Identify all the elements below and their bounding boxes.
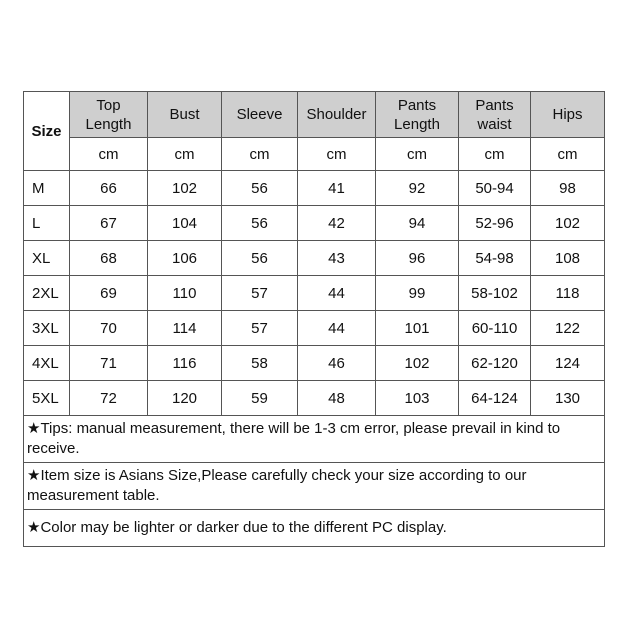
unit-cell: cm — [70, 138, 148, 171]
header-line: Top — [96, 96, 121, 114]
value-cell: 118 — [531, 276, 605, 311]
table-row — [24, 276, 605, 311]
value-cell: 99 — [376, 276, 459, 311]
value-cell: 102 — [376, 346, 459, 381]
value-cell: 92 — [376, 171, 459, 206]
value-cell: 69 — [70, 276, 148, 311]
column-header-shoulder — [298, 92, 376, 138]
value-cell: 67 — [70, 206, 148, 241]
size-cell: XL — [24, 241, 70, 276]
value-cell: 96 — [376, 241, 459, 276]
header-line: Length — [85, 115, 132, 133]
value-cell: 98 — [531, 171, 605, 206]
size-cell: L — [24, 206, 70, 241]
value-cell: 104 — [148, 206, 222, 241]
value-cell: 56 — [222, 206, 298, 241]
size-column-header: Size — [24, 92, 70, 171]
value-cell: 122 — [531, 311, 605, 346]
note-row-asian-size — [24, 463, 605, 510]
value-cell: 103 — [376, 381, 459, 416]
size-cell: 3XL — [24, 311, 70, 346]
column-header-hips — [531, 92, 605, 138]
header-line: Hips — [552, 106, 583, 123]
note-text: ★Item size is Asians Size,Please carefully check your size according to our measurement table. — [24, 463, 605, 510]
value-cell: 46 — [298, 346, 376, 381]
table-row — [24, 311, 605, 346]
column-header-top-length — [70, 92, 148, 138]
value-cell: 114 — [148, 311, 222, 346]
value-cell: 52-96 — [459, 206, 531, 241]
table-row — [24, 206, 605, 241]
value-cell: 48 — [298, 381, 376, 416]
note-row-tips — [24, 416, 605, 463]
value-cell: 58-102 — [459, 276, 531, 311]
size-cell: 2XL — [24, 276, 70, 311]
value-cell: 43 — [298, 241, 376, 276]
table-row — [24, 171, 605, 206]
value-cell: 70 — [70, 311, 148, 346]
unit-cell: cm — [531, 138, 605, 171]
value-cell: 71 — [70, 346, 148, 381]
value-cell: 64-124 — [459, 381, 531, 416]
value-cell: 42 — [298, 206, 376, 241]
unit-cell: cm — [376, 138, 459, 171]
value-cell: 58 — [222, 346, 298, 381]
value-cell: 44 — [298, 311, 376, 346]
table-row — [24, 346, 605, 381]
unit-cell: cm — [298, 138, 376, 171]
note-text: ★Tips: manual measurement, there will be 1-3 cm error, please prevail in kind to receive. — [24, 416, 605, 463]
value-cell: 108 — [531, 241, 605, 276]
header-line: Shoulder — [306, 106, 367, 123]
value-cell: 101 — [376, 311, 459, 346]
value-cell: 44 — [298, 276, 376, 311]
value-cell: 57 — [222, 276, 298, 311]
header-row — [24, 92, 605, 138]
value-cell: 50-94 — [459, 171, 531, 206]
header-line: Bust — [169, 106, 200, 123]
value-cell: 60-110 — [459, 311, 531, 346]
unit-cell: cm — [459, 138, 531, 171]
value-cell: 94 — [376, 206, 459, 241]
value-cell: 124 — [531, 346, 605, 381]
value-cell: 106 — [148, 241, 222, 276]
header-line: Pants — [475, 96, 514, 114]
column-header-sleeve — [222, 92, 298, 138]
table-row — [24, 241, 605, 276]
value-cell: 110 — [148, 276, 222, 311]
size-cell: 4XL — [24, 346, 70, 381]
header-line: Pants — [397, 96, 437, 114]
value-cell: 102 — [148, 171, 222, 206]
unit-row — [24, 138, 605, 171]
value-cell: 41 — [298, 171, 376, 206]
value-cell: 68 — [70, 241, 148, 276]
note-text: ★Color may be lighter or darker due to the different PC display. — [24, 510, 605, 547]
header-line: Length — [394, 115, 440, 133]
value-cell: 56 — [222, 241, 298, 276]
column-header-pants-length — [376, 92, 459, 138]
column-header-bust — [148, 92, 222, 138]
table-row — [24, 381, 605, 416]
size-chart-table — [23, 91, 605, 547]
value-cell: 56 — [222, 171, 298, 206]
size-cell: 5XL — [24, 381, 70, 416]
value-cell: 57 — [222, 311, 298, 346]
size-cell: M — [24, 171, 70, 206]
value-cell: 59 — [222, 381, 298, 416]
header-line: Sleeve — [236, 106, 283, 123]
value-cell: 120 — [148, 381, 222, 416]
unit-cell: cm — [148, 138, 222, 171]
value-cell: 116 — [148, 346, 222, 381]
value-cell: 54-98 — [459, 241, 531, 276]
value-cell: 102 — [531, 206, 605, 241]
value-cell: 66 — [70, 171, 148, 206]
header-line: waist — [477, 115, 512, 133]
value-cell: 130 — [531, 381, 605, 416]
note-row-color — [24, 510, 605, 547]
value-cell: 72 — [70, 381, 148, 416]
value-cell: 62-120 — [459, 346, 531, 381]
column-header-pants-waist — [459, 92, 531, 138]
unit-cell: cm — [222, 138, 298, 171]
